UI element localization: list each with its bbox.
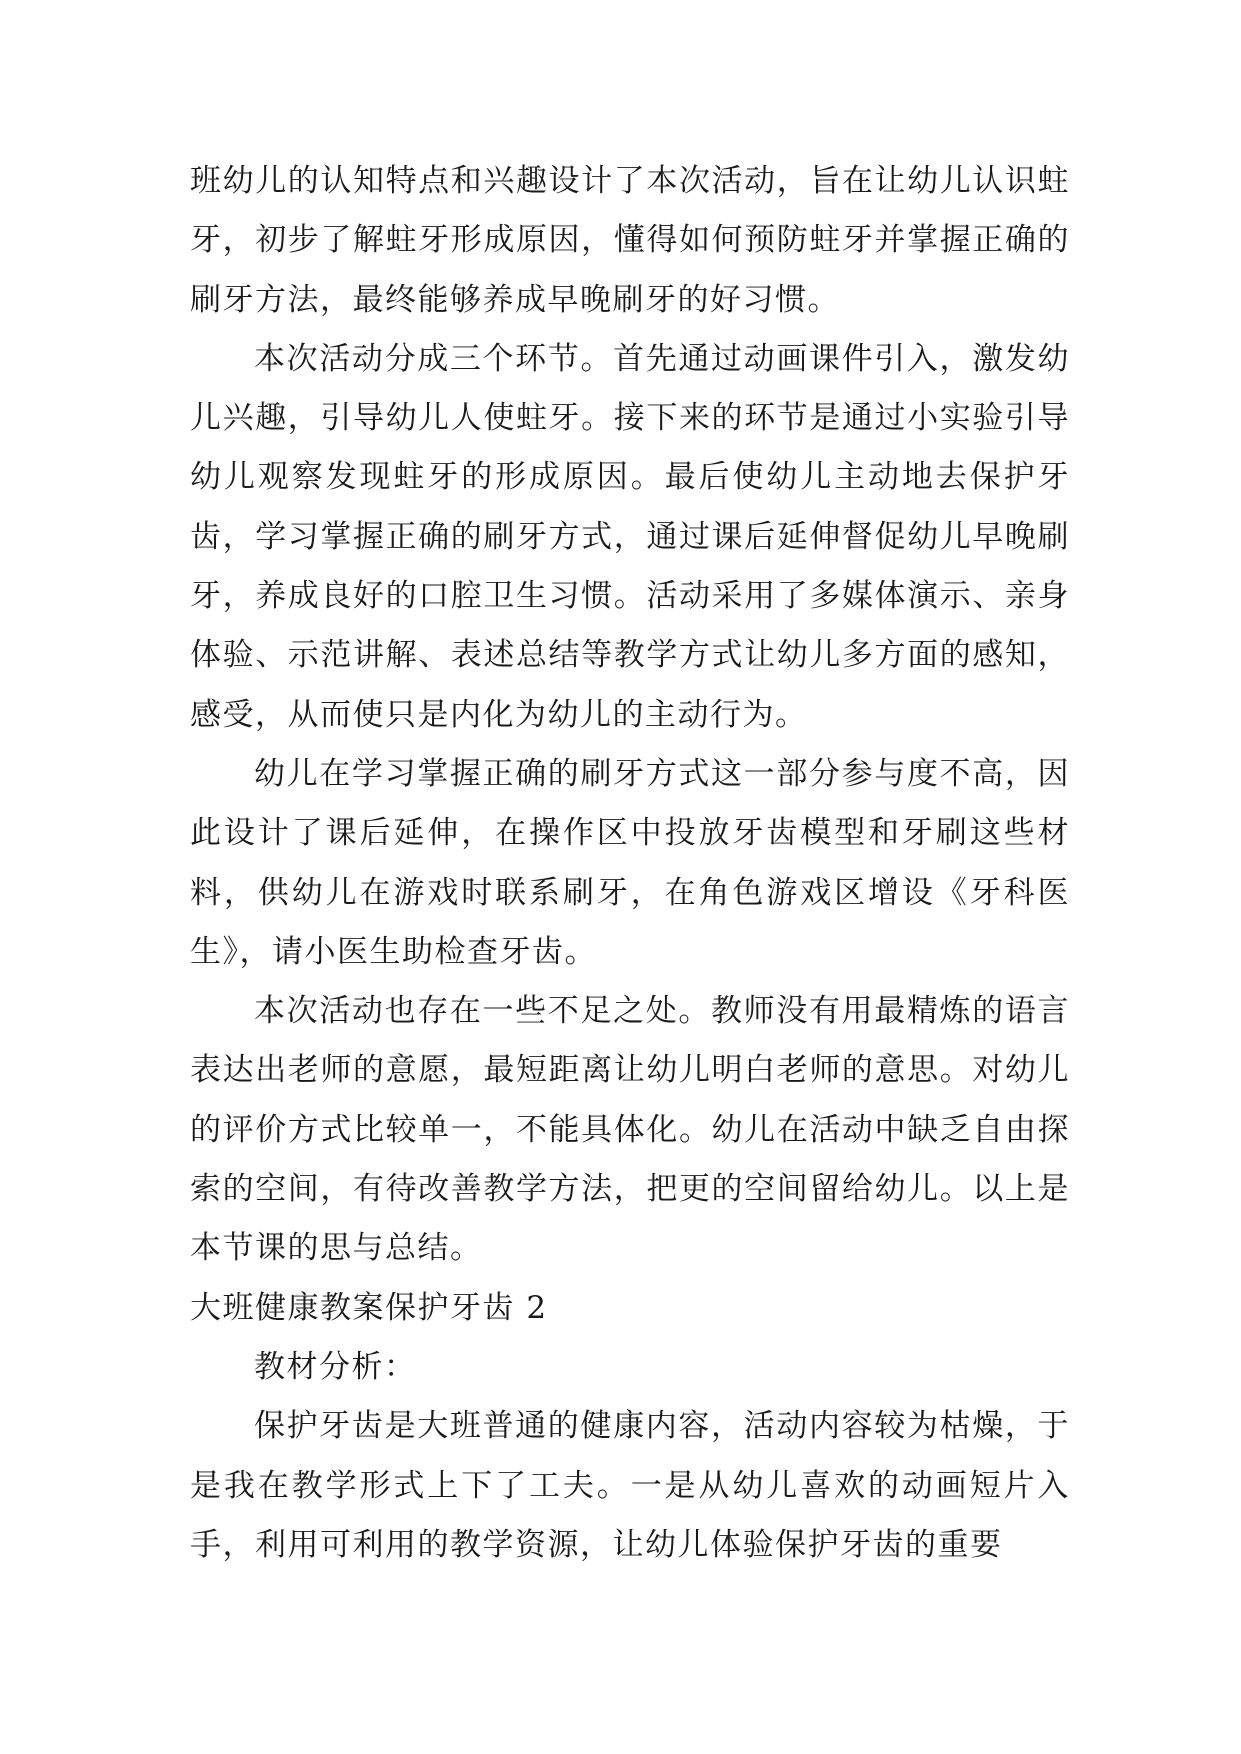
paragraph-intro: 班幼儿的认知特点和兴趣设计了本次活动，旨在让幼儿认识蛀牙，初步了解蛀牙形成原因，懂得如何预防蛀牙并掌握正确的刷牙方法，最终能够养成早晚刷牙的好习惯。 — [190, 163, 1070, 318]
paragraph-activity-structure: 本次活动分成三个环节。首先通过动画课件引入，激发幼儿兴趣，引导幼儿人使蛀牙。接下来的环节是通过小实验引导幼儿观察发现蛀牙的形成原因。最后使幼儿主动地去保护牙齿，学习掌握正确的刷牙方式，通过课后延伸督促幼儿早晚刷牙，养成良好的口腔卫生习惯。活动采用了多媒体演示、亲身体验、示范讲解、表述总结等教学方式让幼儿多方面的感知，感受，从而使只是内化为幼儿的主动行为。 — [190, 340, 1070, 733]
section-label: 教材分析： — [254, 1348, 417, 1385]
paragraph-extension: 幼儿在学习掌握正确的刷牙方式这一部分参与度不高，因此设计了课后延伸，在操作区中投放牙齿模型和牙刷这些材料，供幼儿在游戏时联系刷牙，在角色游戏区增设《牙科医生》，请小医生助检查牙齿。 — [190, 755, 1070, 970]
document-body — [190, 152, 1070, 1575]
paragraph-shortcomings: 本次活动也存在一些不足之处。教师没有用最精炼的语言表达出老师的意愿，最短距离让幼儿明白老师的意思。对幼儿的评价方式比较单一，不能具体化。幼儿在活动中缺乏自由探索的空间，有待改善教学方法，把更的空间留给幼儿。以上是本节课的思与总结。 — [190, 993, 1070, 1267]
section-heading: 大班健康教案保护牙齿 2 — [190, 1289, 548, 1326]
paragraph-material-analysis: 保护牙齿是大班普通的健康内容，活动内容较为枯燥，于是我在教学形式上下了工夫。一是从幼儿喜欢的动画短片入手，利用可利用的教学资源，让幼儿体验保护牙齿的重要 — [190, 1408, 1070, 1563]
